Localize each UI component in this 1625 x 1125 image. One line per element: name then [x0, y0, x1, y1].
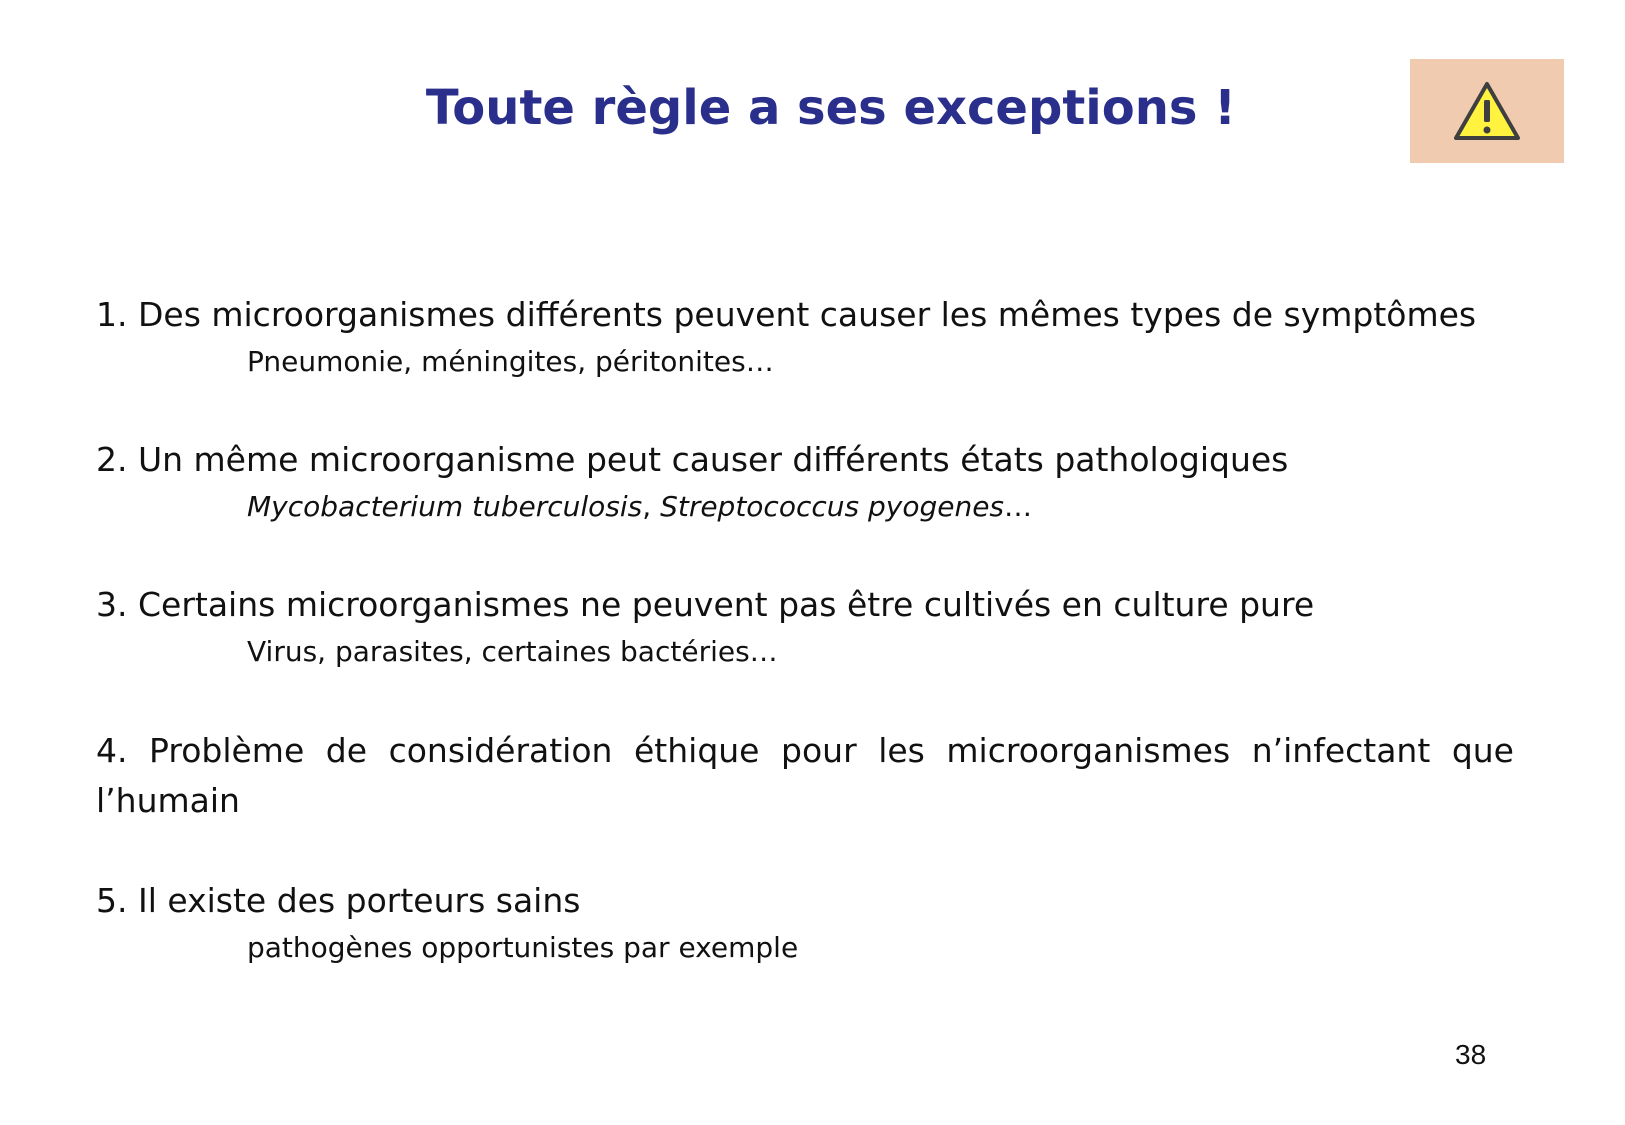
exception-text-1: 1. Des microorganismes différents peuvent causer les mêmes types de symptômes: [96, 295, 1477, 334]
warning-box: [1410, 59, 1564, 163]
exception-example-2: [96, 485, 1514, 529]
exception-example-3: Virus, parasites, certaines bactéries…: [247, 635, 778, 668]
warning-triangle-icon: [1452, 80, 1522, 142]
exception-item-4: [96, 726, 1514, 826]
species-name-streptococcus: Streptococcus pyogenes: [660, 490, 1005, 523]
example-suffix: …: [1004, 490, 1033, 523]
page-number: 38: [1455, 1039, 1487, 1070]
exception-text-4: 4. Problème de considération éthique pour les microorganismes n’infectant que l’humain: [96, 731, 1514, 820]
exception-item-5: [96, 876, 1514, 970]
exception-item-3: [96, 580, 1514, 674]
exception-item-1: [96, 290, 1514, 384]
species-name-mycobacterium: Mycobacterium tuberculosis: [247, 490, 643, 523]
exception-text-5: 5. Il existe des porteurs sains: [96, 881, 581, 920]
slide-title: Toute règle a ses exceptions !: [425, 80, 1237, 136]
exception-text-3: 3. Certains microorganismes ne peuvent pas être cultivés en culture pure: [96, 585, 1315, 624]
exception-item-2: [96, 435, 1514, 529]
exception-text-2: 2. Un même microorganisme peut causer différents états pathologiques: [96, 440, 1289, 479]
example-separator: ,: [642, 490, 661, 523]
exception-example-1: Pneumonie, méningites, péritonites…: [247, 345, 774, 378]
exception-example-5: pathogènes opportunistes par exemple: [247, 931, 799, 964]
